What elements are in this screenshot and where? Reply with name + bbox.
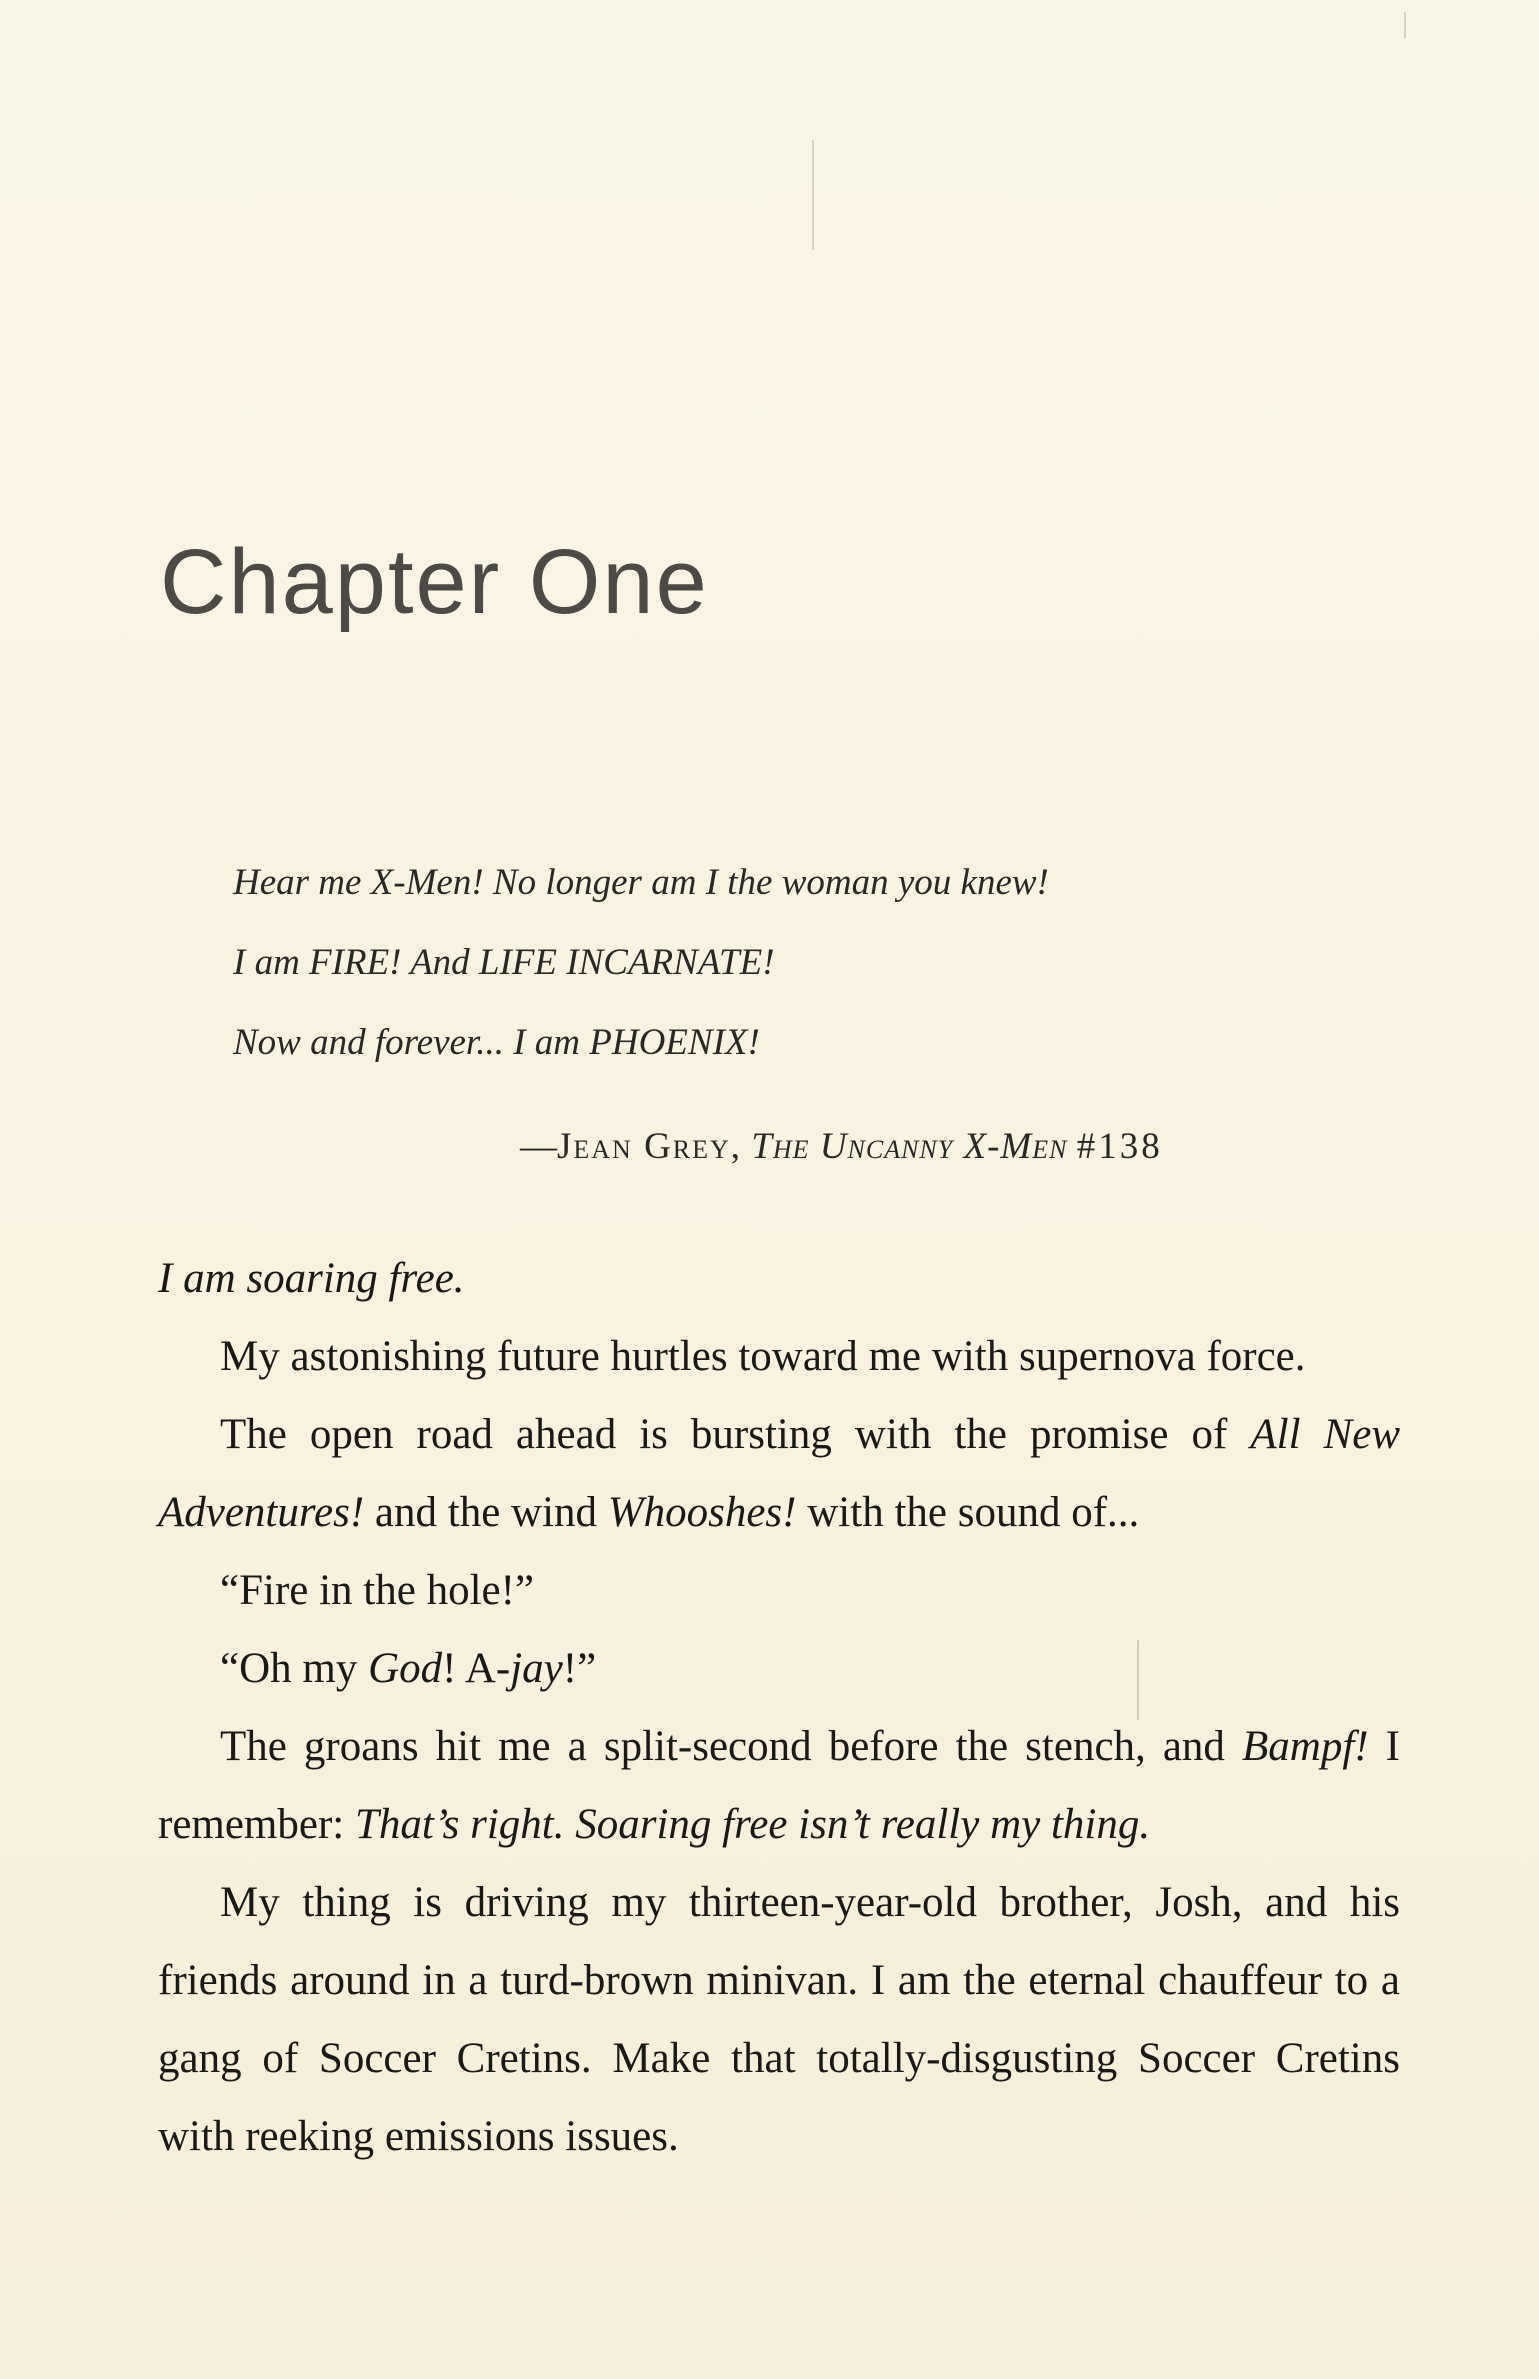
text-run: The open road ahead is bursting with the promise of (220, 1411, 1251, 1458)
text-run: The groans hit me a split-second before the stench, and (220, 1723, 1242, 1770)
text-run: ! A- (442, 1645, 511, 1692)
emphasis: Whooshes! (607, 1489, 797, 1536)
paragraph: My astonishing future hurtles toward me with supernova force. (220, 1333, 1306, 1380)
text-run: “Oh my (220, 1645, 369, 1692)
paragraph: I am soaring free. (158, 1255, 465, 1302)
epigraph (233, 843, 1353, 1083)
text-run: and the wind (364, 1489, 608, 1536)
attribution-name: Jean Grey, (557, 1126, 743, 1167)
paragraph (158, 1630, 1400, 1708)
emphasis: jay (510, 1645, 563, 1692)
chapter-title: Chapter One (160, 531, 709, 633)
scan-mark (1404, 12, 1406, 38)
emphasis: God (368, 1645, 443, 1692)
attribution-source: The Uncanny X-Men (751, 1126, 1068, 1167)
text-run: !” (562, 1645, 597, 1692)
attribution-dash: — (520, 1126, 557, 1167)
emphasis: Bampf! (1242, 1723, 1369, 1770)
scan-mark (812, 140, 814, 250)
text-run: with the sound of... (796, 1489, 1140, 1536)
paragraph: “Fire in the hole!” (220, 1567, 535, 1614)
text-run: I remember: (158, 1723, 1400, 1848)
epigraph-line: I am FIRE! And LIFE INCARNATE! (233, 942, 775, 983)
emphasis: That’s right. Soaring free isn’t really my thing. (355, 1801, 1151, 1848)
epigraph-line: Hear me X-Men! No longer am I the woman you knew! (233, 862, 1049, 903)
paragraph (158, 1708, 1400, 1864)
epigraph-line: Now and forever... I am PHOENIX! (233, 1022, 760, 1063)
attribution-issue: #138 (1076, 1126, 1163, 1167)
paragraph (158, 1396, 1400, 1552)
paragraph: My thing is driving my thirteen-year-old brother, Josh, and his friends around in a turd-brown minivan. I am the eternal chauffeur to a gang of Soccer Cretins. Make that totally-disgusting Soccer Cretins with reeking emissions issues. (158, 1879, 1400, 2160)
emphasis: All New Adventures! (158, 1411, 1400, 1536)
epigraph-attribution (520, 1117, 1340, 1177)
body-text (158, 1240, 1400, 2176)
